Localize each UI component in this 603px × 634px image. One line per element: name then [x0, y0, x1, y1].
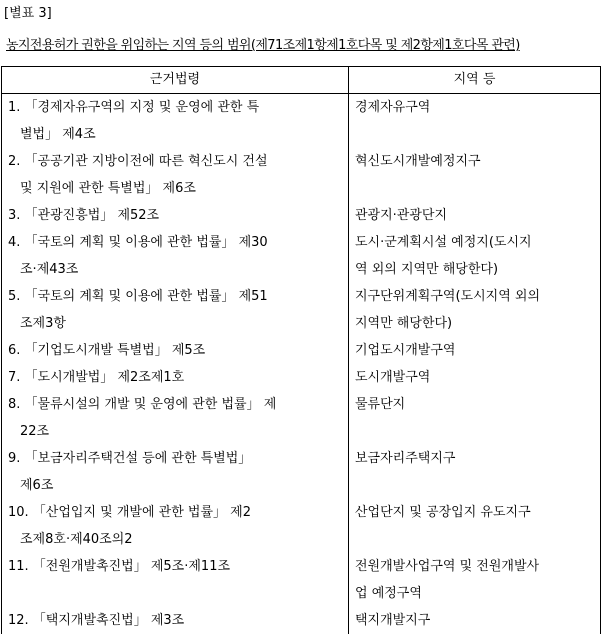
table-row [2, 607, 600, 634]
law-cell [2, 283, 349, 337]
header-area: 지역 등 [349, 67, 600, 94]
area-line: 지구단위계획구역(도시지역 외의 [355, 289, 541, 304]
area-cell [349, 94, 600, 148]
law-cell [2, 364, 349, 445]
table-title: 농지전용허가 권한을 위임하는 지역 등의 범위(제71조제1항제1호다목 및 제2항제1호다목 관련) [6, 38, 520, 53]
area-cell [349, 445, 600, 499]
law-line: 조제3항 [20, 316, 66, 331]
area-cell [349, 283, 600, 337]
law-line: 12. 「택지개발촉진법」 제3조 [8, 613, 185, 628]
law-line: 및 지원에 관한 특별법」 제6조 [20, 181, 196, 196]
law-line: 3. 「관광진흥법」 제52조 [8, 208, 160, 223]
law-cell [2, 499, 349, 553]
area-line: 역 외의 지역만 해당한다) [355, 262, 499, 277]
area-line: 전원개발사업구역 및 전원개발사 [355, 559, 540, 574]
table-row [2, 364, 600, 445]
law-cell [2, 553, 349, 607]
table-body [2, 94, 600, 634]
law-line: 2. 「공공기관 지방이전에 따른 혁신도시 건설 [8, 154, 268, 169]
law-cell [2, 229, 349, 283]
law-line: 조제8호·제40조의2 [20, 532, 133, 547]
area-line: 물류단지 [355, 397, 406, 412]
law-line: 별법」 제4조 [20, 127, 96, 142]
table-row [2, 94, 600, 148]
area-cell [349, 148, 600, 202]
area-line: 도시개발구역 [355, 370, 431, 385]
law-line: 제6조 [20, 478, 54, 493]
area-cell [349, 553, 600, 607]
header-law: 근거법령 [2, 67, 349, 94]
law-line: 9. 「보금자리주택건설 등에 관한 특별법」 [8, 451, 252, 466]
law-line: 6. 「기업도시개발 특별법」 제5조 [8, 343, 206, 358]
area-line: 경제자유구역 [355, 100, 431, 115]
area-cell [349, 202, 600, 229]
area-line: 혁신도시개발예정지구 [355, 154, 481, 169]
law-line: 4. 「국토의 계획 및 이용에 관한 법률」 제30 [8, 235, 268, 250]
law-line: 조·제43조 [20, 262, 79, 277]
law-cell [2, 445, 349, 499]
law-cell [2, 337, 349, 364]
law-line: 11. 「전원개발촉진법」 제5조·제11조 [8, 559, 231, 574]
area-line: 관광지·관광단지 [355, 208, 448, 223]
law-line: 22조 [20, 424, 50, 439]
table-header-row [2, 67, 600, 94]
table-row [2, 202, 600, 229]
table-row [2, 283, 600, 337]
area-line: 기업도시개발구역 [355, 343, 456, 358]
area-line: 업 예정구역 [355, 586, 422, 601]
table-row [2, 148, 600, 202]
table-row [2, 553, 600, 607]
law-line: 7. 「도시개발법」 제2조제1호 [8, 370, 185, 385]
law-line: 1. 「경제자유구역의 지정 및 운영에 관한 특 [8, 100, 260, 115]
law-cell [2, 607, 349, 634]
area-cell [349, 229, 600, 283]
table-row [2, 499, 600, 553]
area-line: 택지개발지구 [355, 613, 431, 628]
law-cell [2, 148, 349, 202]
appendix-label: [별표 3] [4, 6, 52, 21]
law-line: 5. 「국토의 계획 및 이용에 관한 법률」 제51 [8, 289, 268, 304]
area-line: 보금자리주택지구 [355, 451, 456, 466]
area-line: 산업단지 및 공장입지 유도지구 [355, 505, 531, 520]
area-line: 도시·군계획시설 예정지(도시지 [355, 235, 532, 250]
law-cell [2, 94, 349, 148]
law-cell [2, 202, 349, 229]
area-line: 지역만 해당한다) [355, 316, 453, 331]
area-cell [349, 337, 600, 364]
area-cell [349, 364, 600, 445]
jurisdiction-table [1, 66, 601, 634]
area-cell [349, 607, 600, 634]
law-line: 8. 「물류시설의 개발 및 운영에 관한 법률」 제 [8, 397, 277, 412]
area-cell [349, 499, 600, 553]
table-row [2, 445, 600, 499]
table-row [2, 229, 600, 283]
law-line: 10. 「산업입지 및 개발에 관한 법률」 제2 [8, 505, 251, 520]
table-row [2, 337, 600, 364]
